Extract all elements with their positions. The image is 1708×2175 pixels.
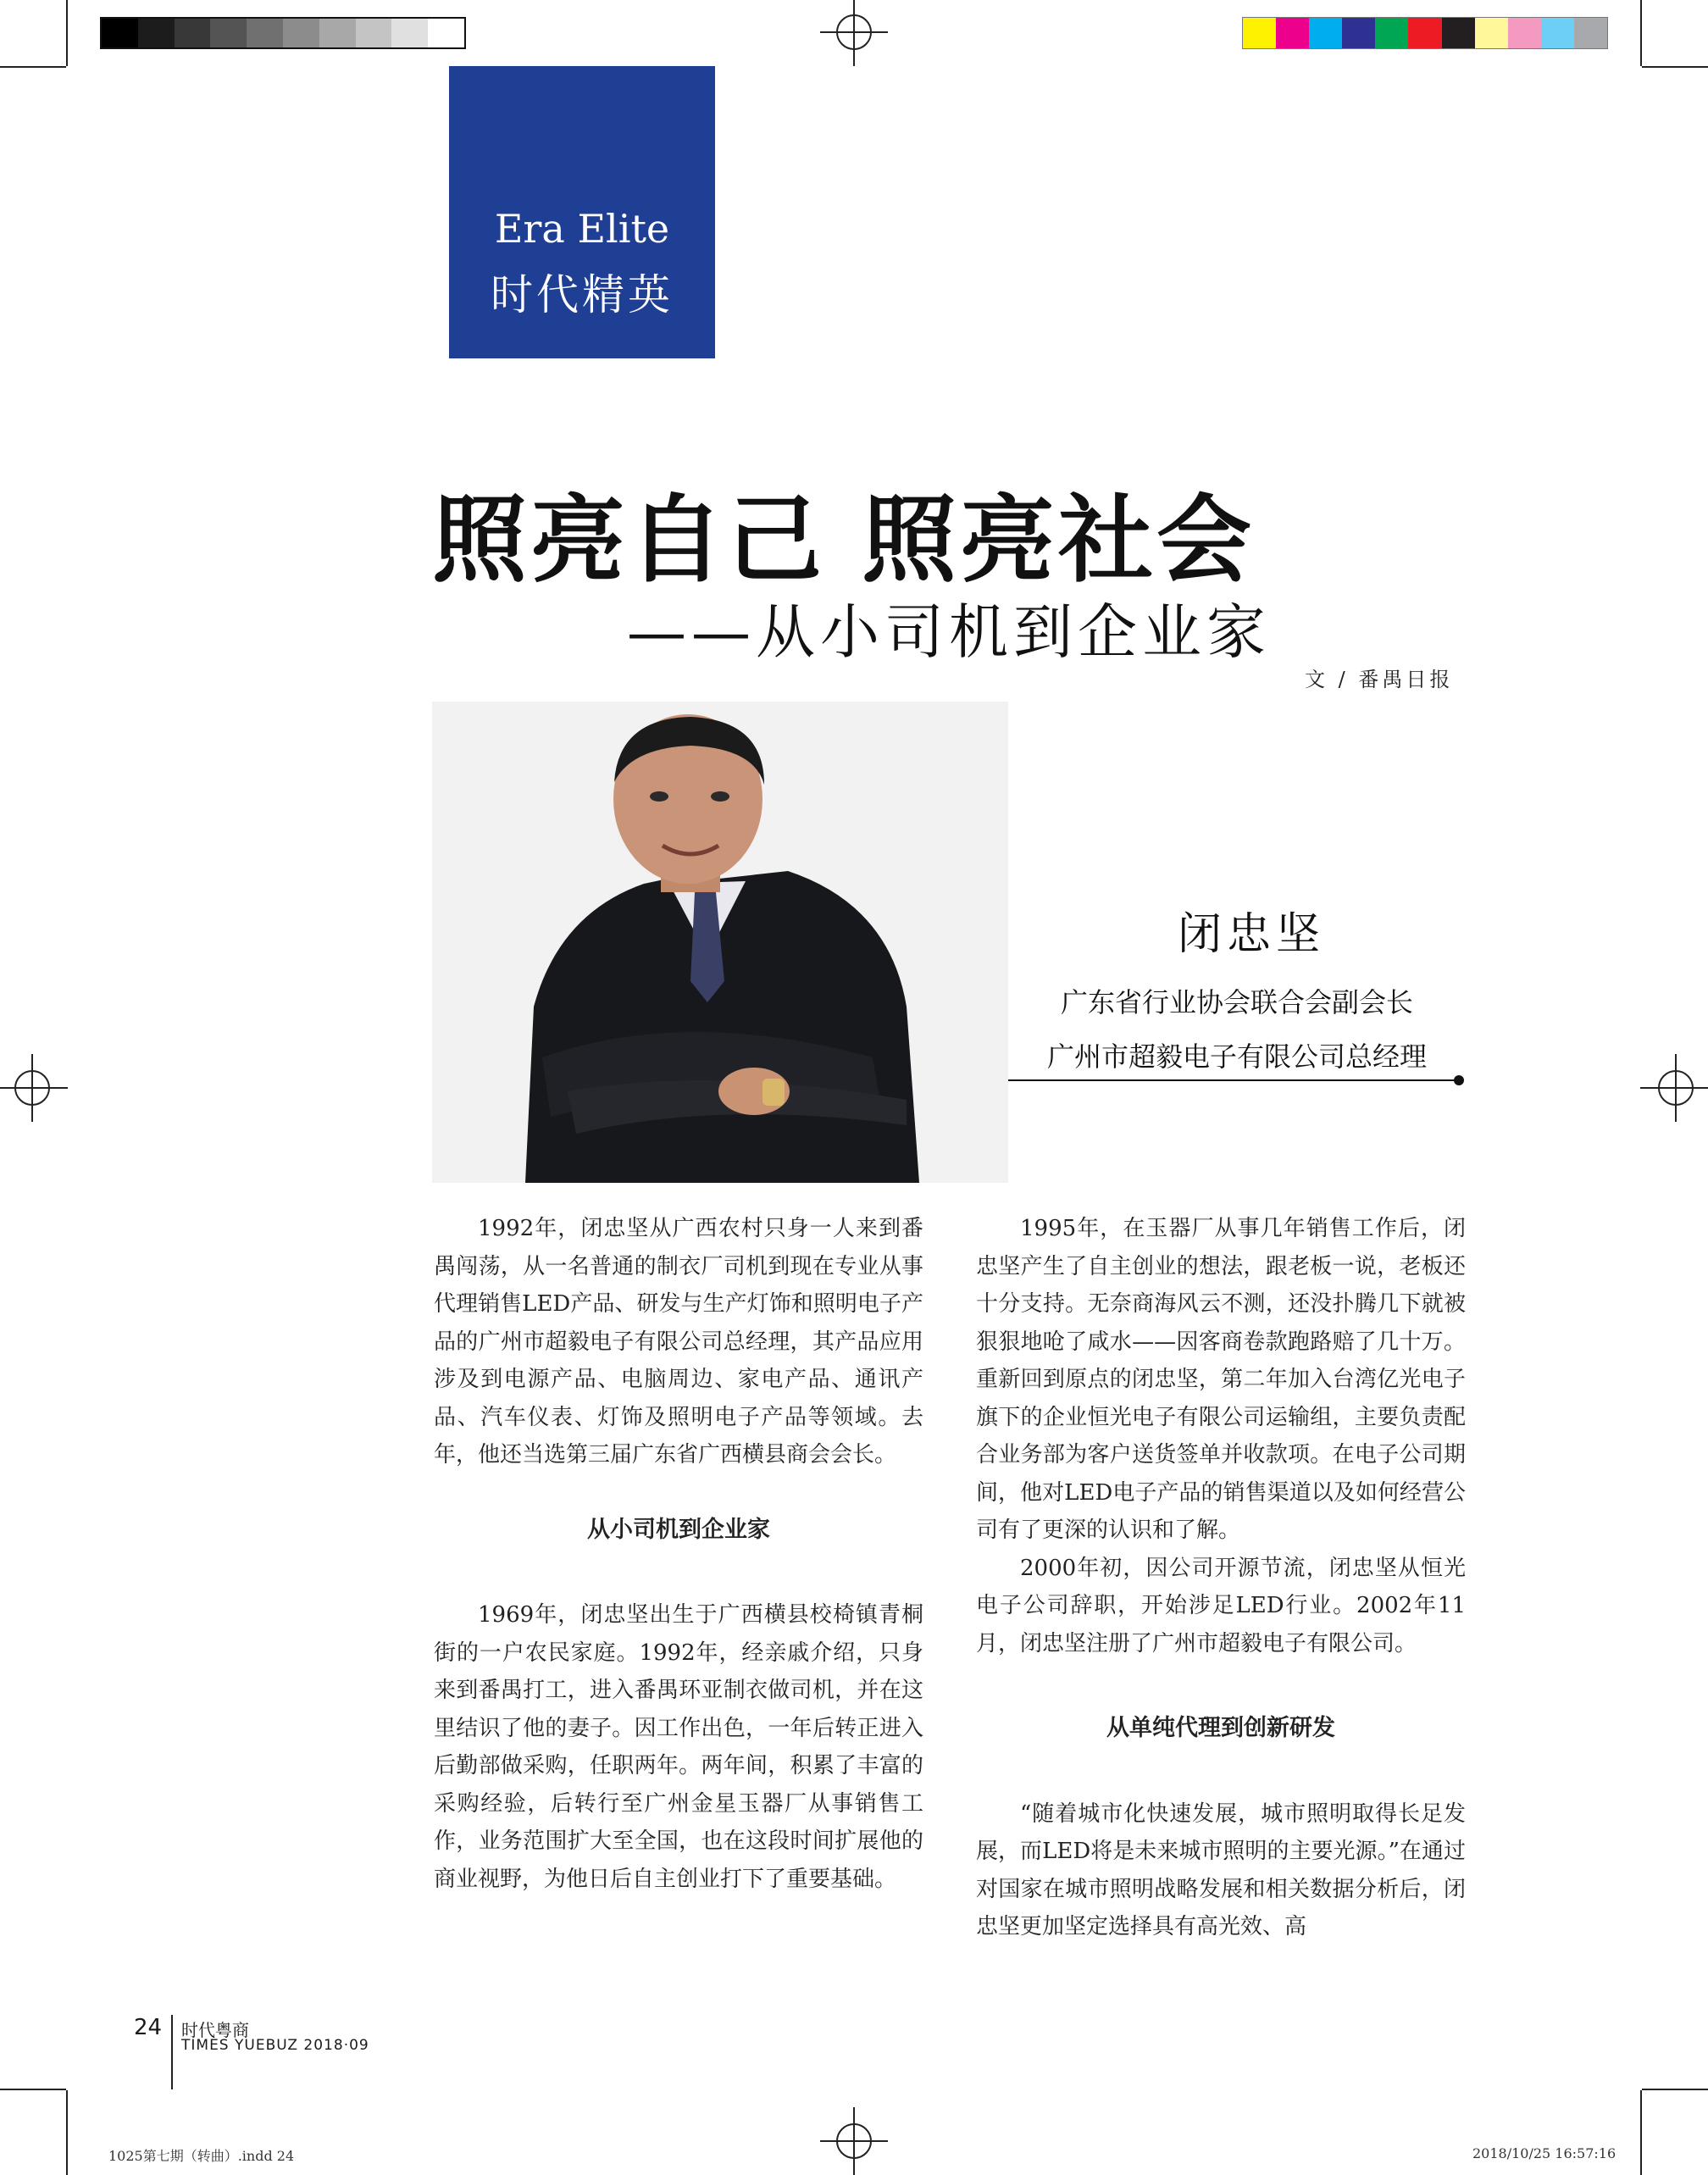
color-swatch	[1342, 18, 1375, 48]
gray-swatch	[210, 19, 247, 47]
gray-swatch	[428, 19, 464, 47]
portrait-illustration	[432, 702, 1008, 1183]
section-label-en: Era Elite	[494, 206, 670, 252]
paragraph: “随着城市化快速发展，城市照明取得长足发展，而LED将是未来城市照明的主要光源。”在通过对国家在城市照明战略发展和相关数据分析后，闭忠坚更加坚定选择具有高光效、高	[976, 1800, 1466, 1939]
process-color-bar	[1242, 17, 1608, 49]
profile-divider	[1008, 1079, 1459, 1081]
registration-mark-bottom-icon	[820, 2107, 888, 2175]
gray-swatch	[138, 19, 175, 47]
color-swatch	[1442, 18, 1475, 48]
gray-swatch	[319, 19, 356, 47]
gray-swatch	[391, 19, 428, 47]
section-label-zh: 时代精英	[491, 270, 674, 319]
color-swatch	[1309, 18, 1342, 48]
section-badge	[449, 66, 715, 358]
profile-title-1: 广东省行业协会联合会副会长	[1061, 986, 1414, 1018]
spacer	[434, 1549, 923, 1596]
print-slug-file: 1025第七期（转曲）.indd 24	[108, 2148, 295, 2164]
spacer	[434, 1474, 923, 1512]
print-slug-timestamp: 2018/10/25 16:57:16	[1472, 2145, 1616, 2161]
registration-mark-right-icon	[1640, 1054, 1708, 1122]
section-heading: 从小司机到企业家	[587, 1516, 770, 1543]
color-swatch	[1574, 18, 1607, 48]
color-swatch	[1408, 18, 1441, 48]
body-column-right	[976, 1210, 1466, 1946]
gray-swatch	[283, 19, 319, 47]
section-heading: 从单纯代理到创新研发	[1106, 1715, 1335, 1741]
gray-swatch	[247, 19, 283, 47]
paragraph: 1992年，闭忠坚从广西农村只身一人来到番禺闯荡，从一名普通的制衣厂司机到现在专业从事代理销售LED产品、研发与生产灯饰和照明电子产品的广州市超毅电子有限公司总经理，其产品应用涉及到电源产品、电脑周边、家电产品、通讯产品、汽车仪表、灯饰及照明电子产品等领域。去年，他还当选第三届广东省广西横县商会会长。	[434, 1216, 923, 1468]
profile-divider-dot	[1454, 1075, 1464, 1085]
folio-divider	[171, 2015, 173, 2089]
article-byline: 文 / 番禺日报	[1305, 668, 1454, 691]
portrait-photo	[432, 702, 1008, 1183]
profile-title-2: 广州市超毅电子有限公司总经理	[1047, 1040, 1428, 1073]
page-number: 24	[134, 2015, 163, 2040]
color-swatch	[1541, 18, 1574, 48]
spacer	[976, 1748, 1466, 1795]
color-swatch	[1276, 18, 1309, 48]
color-swatch	[1475, 18, 1508, 48]
magazine-issue: TIMES YUEBUZ 2018·09	[181, 2037, 369, 2054]
gray-swatch	[102, 19, 138, 47]
paragraph: 1995年，在玉器厂从事几年销售工作后，闭忠坚产生了自主创业的想法，跟老板一说，老板还十分支持。无奈商海风云不测，还没扑腾几下就被狠狠地呛了咸水——因客商卷款跑路赔了几十万。重新回到原点的闭忠坚，第二年加入台湾亿光电子旗下的企业恒光电子有限公司运输组，主要负责配合业务部为客户送货签单并收款项。在电子公司期间，他对LED电子产品的销售渠道以及如何经营公司有了更深的认识和了解。	[976, 1216, 1466, 1543]
registration-mark-top-icon	[820, 0, 888, 68]
profile-name: 闭忠坚	[1178, 909, 1326, 960]
grayscale-color-bar	[100, 17, 466, 49]
gray-swatch	[175, 19, 211, 47]
spacer	[976, 1662, 1466, 1710]
paragraph: 2000年初，因公司开源节流，闭忠坚从恒光电子公司辞职，开始涉足LED行业。2002年11月，闭忠坚注册了广州市超毅电子有限公司。	[976, 1555, 1466, 1656]
magazine-name: 时代粤商	[181, 2020, 249, 2040]
paragraph: 1969年，闭忠坚出生于广西横县校椅镇青桐街的一户农民家庭。1992年，经亲戚介绍，只身来到番禺打工，进入番禺环亚制衣做司机，并在这里结识了他的妻子。因工作出色，一年后转正进入后勤部做采购，任职两年。两年间，积累了丰富的采购经验，后转行至广州金星玉器厂从事销售工作，业务范围扩大至全国，也在这段时间扩展他的商业视野，为他日后自主创业打下了重要基础。	[434, 1602, 923, 1892]
body-column-left	[434, 1210, 923, 1898]
article-subtitle: ——从小司机到企业家	[627, 597, 1271, 667]
registration-mark-left-icon	[0, 1054, 68, 1122]
color-swatch	[1243, 18, 1276, 48]
article-title: 照亮自己 照亮社会	[432, 485, 1255, 596]
gray-swatch	[356, 19, 392, 47]
color-swatch	[1375, 18, 1408, 48]
color-swatch	[1508, 18, 1541, 48]
